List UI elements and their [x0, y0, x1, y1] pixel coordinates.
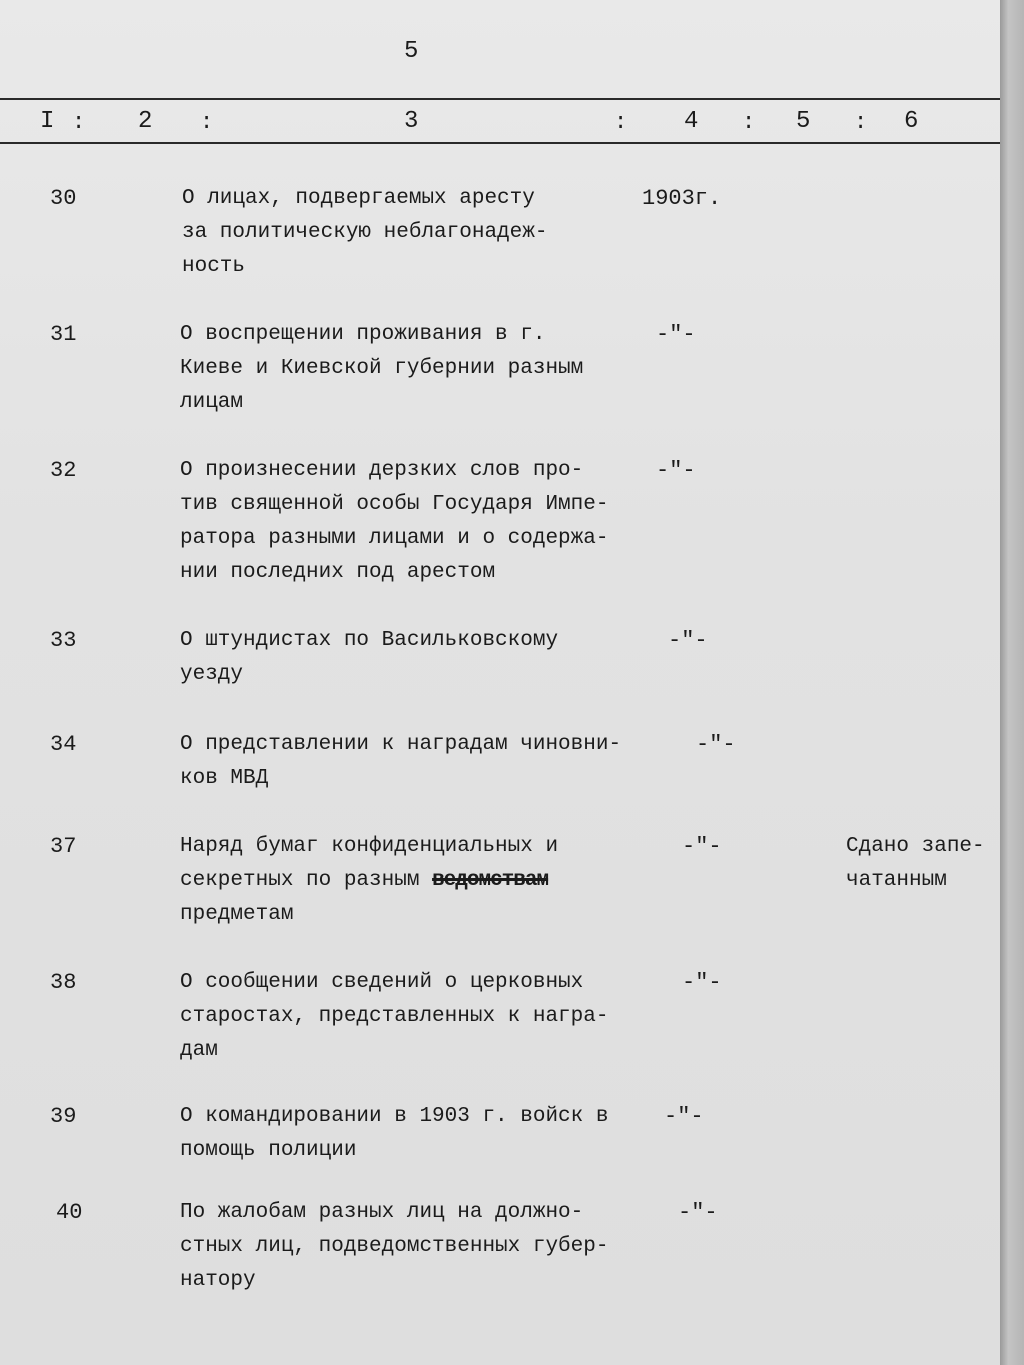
title-line: старостах, представленных к награ-: [180, 1005, 609, 1028]
row-number: 38: [50, 970, 77, 995]
row-date: -"-: [656, 458, 696, 483]
row-title: [180, 1196, 608, 1298]
title-line: О представлении к наградам чиновни-: [180, 733, 622, 756]
column-separator: :: [742, 110, 756, 135]
title-line: натору: [180, 1269, 256, 1292]
row-number: 30: [50, 186, 77, 211]
note-line: Сдано запе-: [846, 835, 985, 858]
column-separator: :: [614, 110, 628, 135]
column-header-1: I: [40, 108, 55, 135]
note-line: чатанным: [846, 869, 947, 892]
column-header-6: 6: [904, 108, 919, 135]
header-bottom-rule: [0, 142, 1000, 144]
title-line: уезду: [180, 663, 244, 686]
row-title: [180, 1100, 608, 1168]
title-line: ратора разными лицами и о содержа-: [180, 527, 609, 550]
row-title: [180, 624, 558, 692]
column-header-3: 3: [404, 108, 419, 135]
row-title: [180, 318, 583, 420]
row-title: [180, 966, 608, 1068]
row-date: -"-: [678, 1200, 718, 1225]
title-line: нии последних под арестом: [180, 561, 496, 584]
row-date: -"-: [656, 322, 696, 347]
title-line: О командировании в 1903 г. войск в: [180, 1105, 609, 1128]
column-separator: :: [854, 110, 868, 135]
title-line: О произнесении дерзких слов про-: [180, 459, 584, 482]
row-title: [180, 728, 621, 796]
row-number: 40: [56, 1200, 83, 1225]
title-line: стных лиц, подведомственных губер-: [180, 1235, 609, 1258]
title-line: О воспрещении проживания в г.: [180, 323, 546, 346]
title-line: О сообщении сведений о церковных: [180, 971, 584, 994]
title-line: дам: [180, 1039, 218, 1062]
row-title: [182, 182, 547, 284]
row-number: 37: [50, 834, 77, 859]
row-title: [180, 830, 558, 932]
struck-out-word: ведомствам: [432, 869, 549, 892]
row-note: [846, 830, 985, 898]
row-number: 32: [50, 458, 77, 483]
title-line: предметам: [180, 903, 294, 926]
title-line: тив священной особы Государя Импе-: [180, 493, 609, 516]
row-number: 31: [50, 322, 77, 347]
title-line: ность: [182, 255, 246, 278]
row-date: -"-: [664, 1104, 704, 1129]
column-separator: :: [72, 110, 86, 135]
column-separator: :: [200, 110, 214, 135]
title-line: за политическую неблагонадеж-: [182, 221, 548, 244]
title-line: [180, 864, 558, 898]
row-date: -"-: [668, 628, 708, 653]
row-number: 34: [50, 732, 77, 757]
header-top-rule: [0, 98, 1000, 100]
column-header-5: 5: [796, 108, 811, 135]
row-number: 39: [50, 1104, 77, 1129]
title-line: По жалобам разных лиц на должно-: [180, 1201, 584, 1224]
page-edge-shadow: [1000, 0, 1024, 1365]
title-line: Киеве и Киевской губернии разным: [180, 357, 584, 380]
title-line: О лицах, подвергаемых аресту: [182, 187, 535, 210]
row-number: 33: [50, 628, 77, 653]
row-date: 1903г.: [642, 186, 722, 211]
row-title: [180, 454, 608, 590]
title-line-text: секретных по разным: [180, 869, 420, 892]
row-date: -"-: [696, 732, 736, 757]
title-line: помощь полиции: [180, 1139, 357, 1162]
title-line: Наряд бумаг конфиденциальных и: [180, 835, 559, 858]
page-number: 5: [404, 38, 419, 65]
title-line: ков МВД: [180, 767, 269, 790]
column-header-4: 4: [684, 108, 699, 135]
row-date: -"-: [682, 834, 722, 859]
title-line: О штундистах по Васильковскому: [180, 629, 559, 652]
title-line: лицам: [180, 391, 244, 414]
column-header-2: 2: [138, 108, 153, 135]
row-date: -"-: [682, 970, 722, 995]
